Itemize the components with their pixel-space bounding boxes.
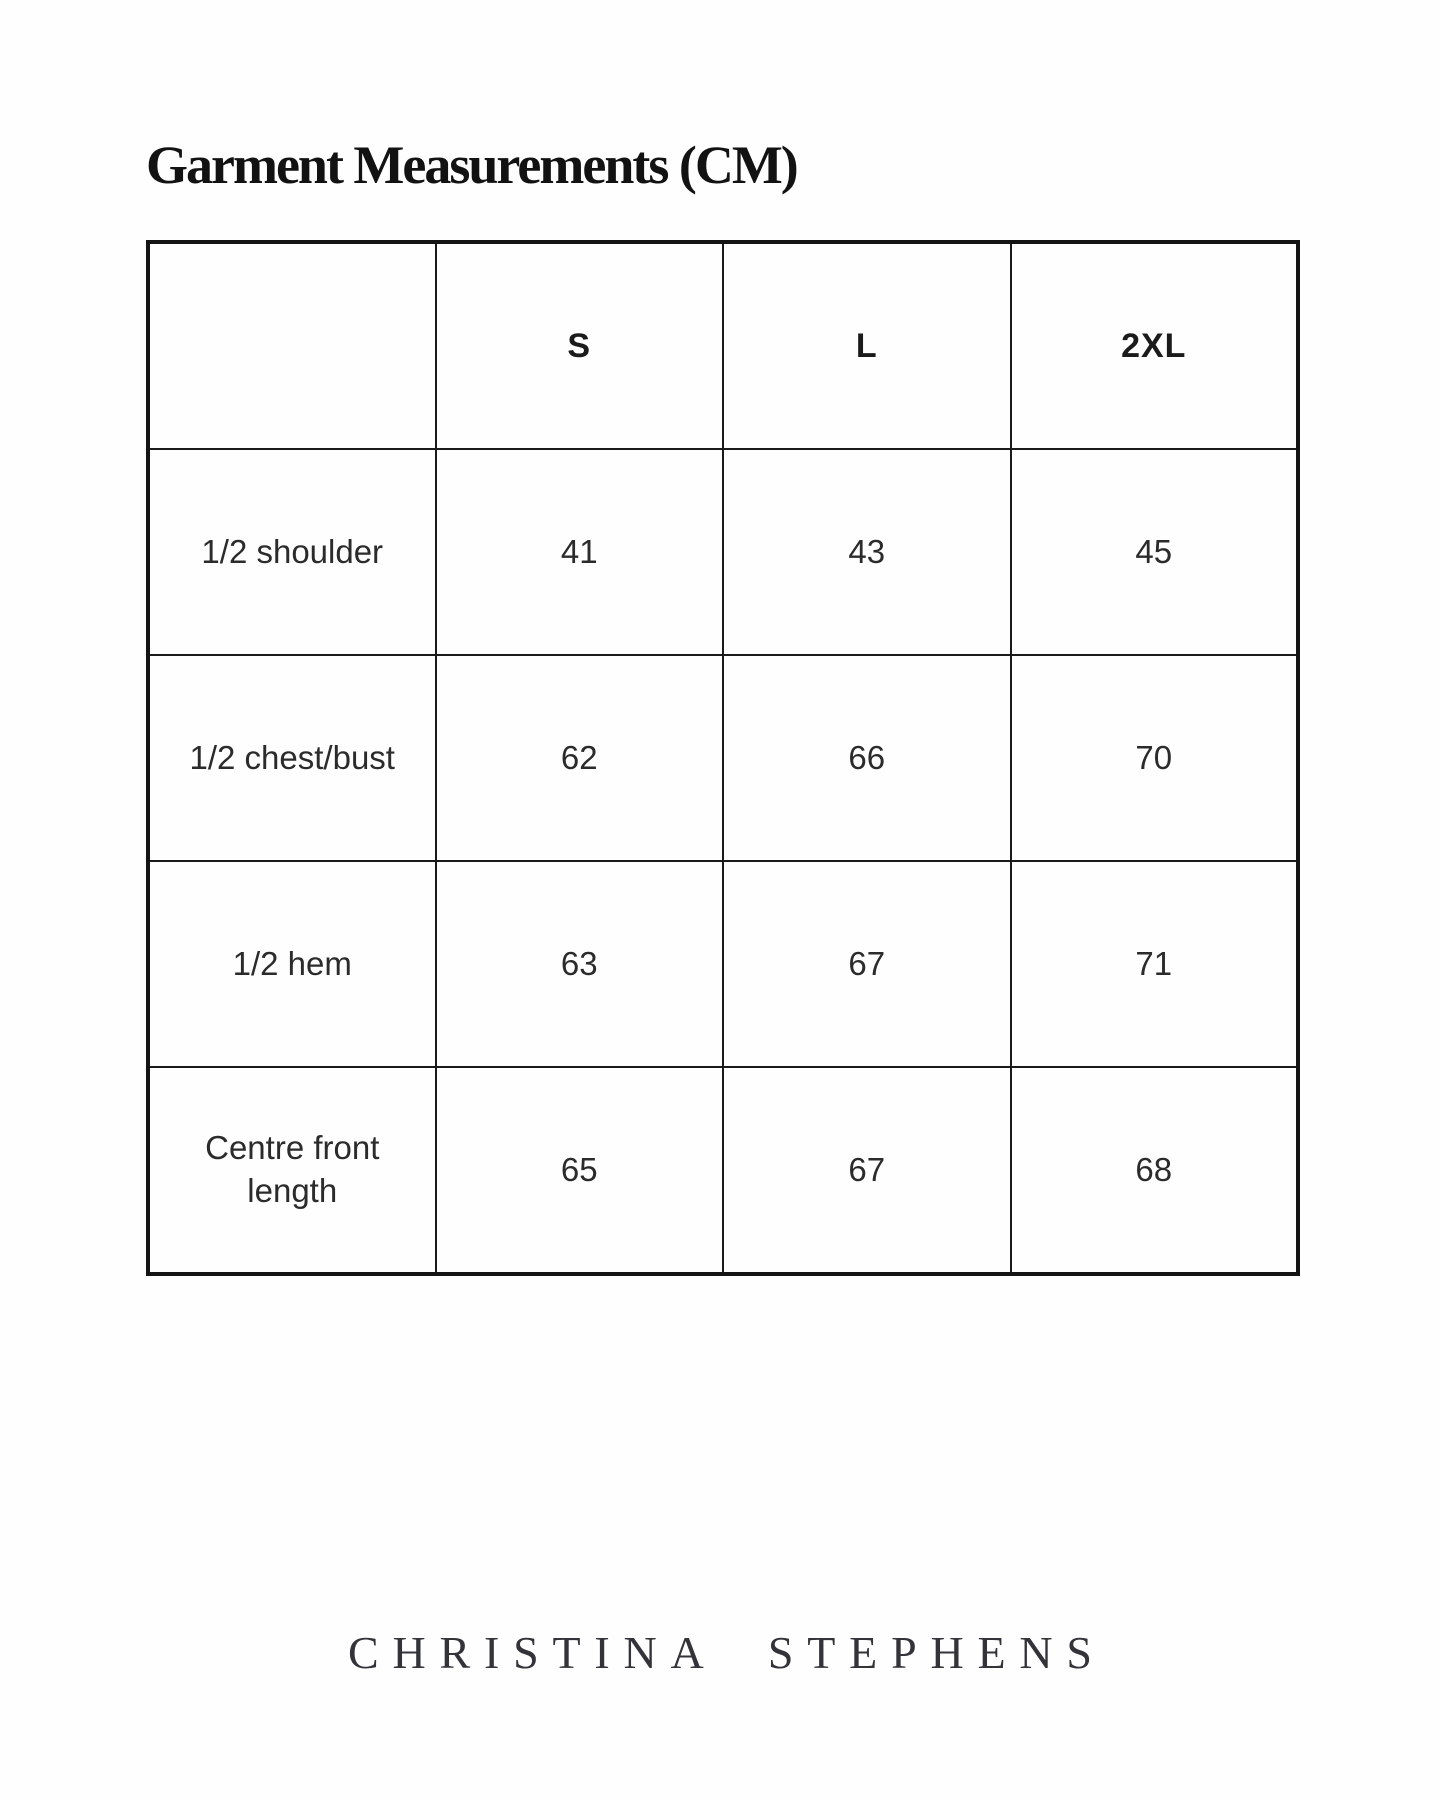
cell-value: 41 <box>436 449 724 655</box>
row-label: 1/2 hem <box>148 861 436 1067</box>
table-row <box>148 1067 1298 1274</box>
table-row <box>148 449 1298 655</box>
cell-value: 67 <box>723 1067 1011 1274</box>
row-label: 1/2 chest/bust <box>148 655 436 861</box>
row-label: 1/2 shoulder <box>148 449 436 655</box>
row-label: Centre front length <box>148 1067 436 1274</box>
cell-value: 71 <box>1011 861 1299 1067</box>
table-row <box>148 655 1298 861</box>
cell-value: 63 <box>436 861 724 1067</box>
cell-value: 43 <box>723 449 1011 655</box>
table-header-row <box>148 242 1298 449</box>
corner-cell <box>148 242 436 449</box>
cell-value: 45 <box>1011 449 1299 655</box>
page-title: Garment Measurements (CM) <box>146 135 797 195</box>
cell-value: 65 <box>436 1067 724 1274</box>
cell-value: 62 <box>436 655 724 861</box>
cell-value: 68 <box>1011 1067 1299 1274</box>
cell-value: 67 <box>723 861 1011 1067</box>
header-cell-s: S <box>436 242 724 449</box>
measurements-table <box>146 240 1300 1276</box>
header-cell-l: L <box>723 242 1011 449</box>
cell-value: 70 <box>1011 655 1299 861</box>
brand-wordmark: CHRISTINA STEPHENS <box>348 1627 1106 1678</box>
table-row <box>148 861 1298 1067</box>
cell-value: 66 <box>723 655 1011 861</box>
header-cell-2xl: 2XL <box>1011 242 1299 449</box>
